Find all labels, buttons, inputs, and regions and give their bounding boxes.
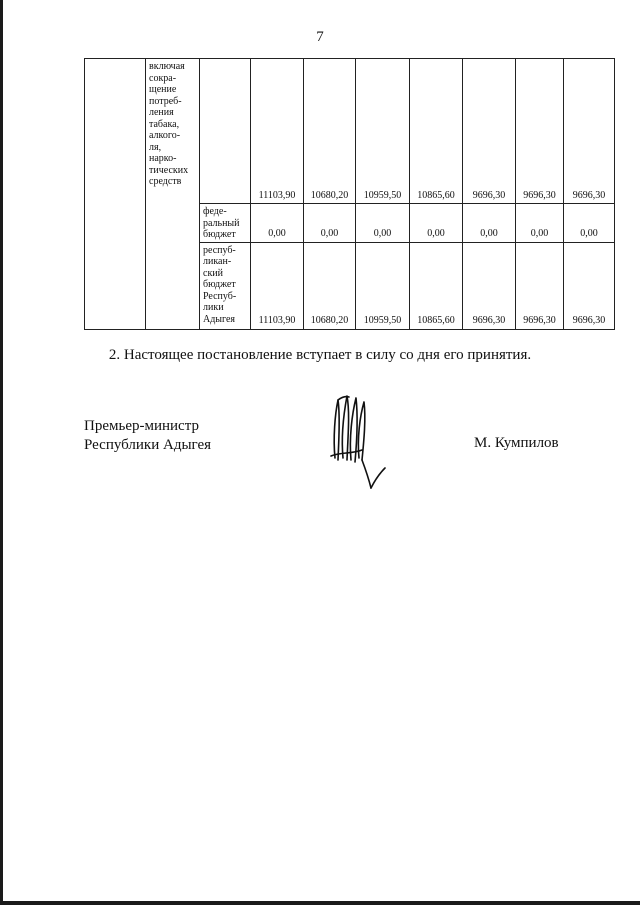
table-row [85, 59, 615, 204]
table-cell-empty [85, 59, 146, 330]
table-cell-value: 9696,30 [564, 59, 615, 204]
table-cell-value: 9696,30 [463, 242, 516, 329]
table-cell-value: 0,00 [356, 204, 410, 243]
table-cell-value: 0,00 [463, 204, 516, 243]
table-cell-value: 9696,30 [463, 59, 516, 204]
signatory-title [84, 417, 211, 455]
table-cell-value: 9696,30 [516, 59, 564, 204]
table-cell-value: 9696,30 [516, 242, 564, 329]
scan-edge-left [0, 0, 3, 905]
table-cell-value: 10959,50 [356, 242, 410, 329]
table-cell-description [146, 59, 200, 330]
table-cell-source [200, 204, 251, 243]
handwritten-signature [326, 388, 390, 498]
table-cell-value: 11103,90 [251, 59, 304, 204]
table-cell-value: 0,00 [304, 204, 356, 243]
signatory-name: М. Кумпилов [474, 435, 559, 451]
table-cell-value: 11103,90 [251, 242, 304, 329]
description-text: включая сокра- щение потреб- ления табака, алкого- ля, нарко- тических средств [149, 61, 189, 187]
table-cell-value: 10959,50 [356, 59, 410, 204]
table-cell-value: 10865,60 [410, 59, 463, 204]
table-cell-value: 10680,20 [304, 59, 356, 204]
table-cell-value: 0,00 [410, 204, 463, 243]
signatory-title-line: Премьер-министр [84, 418, 199, 434]
source-text: респуб- ликан- ский бюджет Респуб- лики Адыгея [203, 244, 237, 325]
table-cell-value: 0,00 [564, 204, 615, 243]
budget-table [84, 58, 615, 330]
resolution-paragraph: 2. Настоящее постановление вступает в силу со дня его принятия. [108, 347, 532, 363]
page-number: 7 [316, 29, 324, 45]
table-cell-source [200, 242, 251, 329]
scan-edge-bottom [0, 901, 640, 905]
table-cell-value: 10865,60 [410, 242, 463, 329]
table-cell-source [200, 59, 251, 204]
signatory-title-line: Республики Адыгея [84, 437, 212, 453]
table-cell-value: 0,00 [251, 204, 304, 243]
table-cell-value: 0,00 [516, 204, 564, 243]
table-cell-value: 9696,30 [564, 242, 615, 329]
source-text: феде- ральный бюджет [203, 206, 240, 240]
table-cell-value: 10680,20 [304, 242, 356, 329]
